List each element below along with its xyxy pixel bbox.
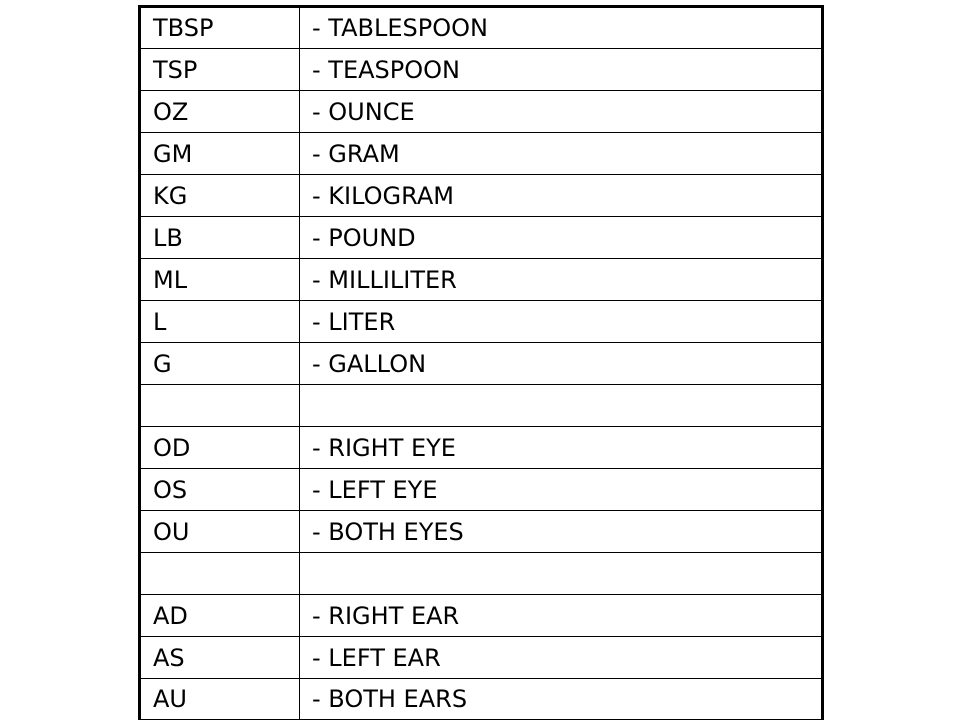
abbreviation-cell: AS bbox=[140, 637, 300, 679]
meaning-cell: - RIGHT EAR bbox=[300, 595, 823, 637]
abbreviation-cell: G bbox=[140, 343, 300, 385]
abbreviation-cell: TSP bbox=[140, 49, 300, 91]
table-row bbox=[140, 175, 823, 217]
meaning-cell: - LITER bbox=[300, 301, 823, 343]
meaning-cell: - GRAM bbox=[300, 133, 823, 175]
meaning-cell: - GALLON bbox=[300, 343, 823, 385]
meaning-cell: - TABLESPOON bbox=[300, 7, 823, 49]
abbreviation-cell: AU bbox=[140, 679, 300, 720]
abbreviation-cell: KG bbox=[140, 175, 300, 217]
meaning-cell bbox=[300, 553, 823, 595]
meaning-cell: - MILLILITER bbox=[300, 259, 823, 301]
abbreviation-cell: OD bbox=[140, 427, 300, 469]
table-row bbox=[140, 511, 823, 553]
meaning-cell: - LEFT EAR bbox=[300, 637, 823, 679]
abbreviation-cell: AD bbox=[140, 595, 300, 637]
meaning-cell: - TEASPOON bbox=[300, 49, 823, 91]
abbreviation-cell: OU bbox=[140, 511, 300, 553]
table-row bbox=[140, 427, 823, 469]
meaning-cell: - POUND bbox=[300, 217, 823, 259]
abbreviation-cell: LB bbox=[140, 217, 300, 259]
table-row-empty bbox=[140, 385, 823, 427]
abbreviation-cell: OZ bbox=[140, 91, 300, 133]
table-row bbox=[140, 7, 823, 49]
table-row bbox=[140, 49, 823, 91]
meaning-cell: - BOTH EYES bbox=[300, 511, 823, 553]
abbreviation-table-body bbox=[140, 7, 823, 720]
table-row bbox=[140, 301, 823, 343]
abbreviation-cell: GM bbox=[140, 133, 300, 175]
table-row bbox=[140, 133, 823, 175]
meaning-cell: - OUNCE bbox=[300, 91, 823, 133]
abbreviation-cell bbox=[140, 385, 300, 427]
abbreviation-table bbox=[138, 5, 824, 720]
table-row bbox=[140, 595, 823, 637]
table-row bbox=[140, 679, 823, 720]
table-row-empty bbox=[140, 553, 823, 595]
table-row bbox=[140, 637, 823, 679]
abbreviation-cell: L bbox=[140, 301, 300, 343]
meaning-cell: - LEFT EYE bbox=[300, 469, 823, 511]
abbreviation-cell: ML bbox=[140, 259, 300, 301]
table-row bbox=[140, 259, 823, 301]
meaning-cell: - RIGHT EYE bbox=[300, 427, 823, 469]
table-row bbox=[140, 91, 823, 133]
table-row bbox=[140, 217, 823, 259]
abbreviation-cell bbox=[140, 553, 300, 595]
meaning-cell: - KILOGRAM bbox=[300, 175, 823, 217]
table-row bbox=[140, 469, 823, 511]
meaning-cell: - BOTH EARS bbox=[300, 679, 823, 720]
table-row bbox=[140, 343, 823, 385]
meaning-cell bbox=[300, 385, 823, 427]
abbreviation-cell: OS bbox=[140, 469, 300, 511]
abbreviation-cell: TBSP bbox=[140, 7, 300, 49]
